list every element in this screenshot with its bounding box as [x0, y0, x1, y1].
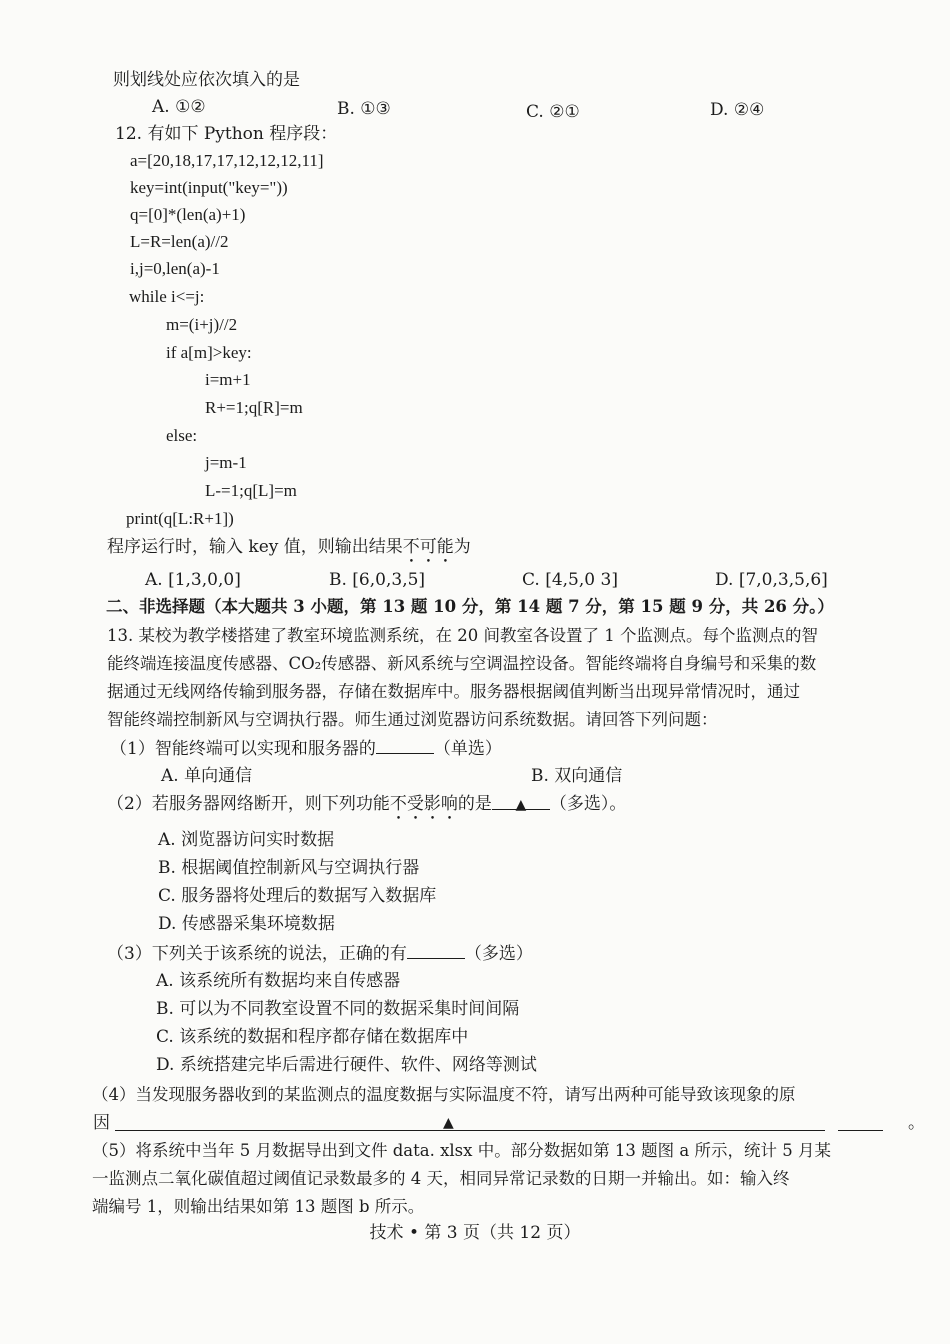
q11-option-a: A. ①②: [152, 97, 206, 117]
q13-p4-line2-a: 因: [93, 1113, 110, 1133]
code-line: key=int(input("key=")): [130, 178, 288, 197]
q13-intro-line: 13. 某校为教学楼搭建了教室环境监测系统，在 20 间教室各设置了 1 个监测点。每个监测点的智: [107, 626, 818, 645]
q12-option-b: B. [6,0,3,5]: [329, 570, 426, 590]
section-heading: 二、非选择题（本大题共 3 小题，第 13 题 10 分，第 14 题 7 分，第 15 题 9 分，共 26 分。）: [106, 597, 834, 616]
answer-blank[interactable]: [492, 793, 550, 813]
q12-prompt-emphasis: 不可能: [402, 537, 454, 557]
q11-option-c: C. ②①: [526, 102, 580, 122]
q13-p2-option: C. 服务器将处理后的数据写入数据库: [158, 886, 437, 906]
code-line: q=[0]*(len(a)+1): [130, 205, 246, 224]
q13-p3-option: B. 可以为不同教室设置不同的数据采集时间间隔: [156, 999, 520, 1019]
q12-prompt-c: 为: [453, 537, 471, 557]
q13-p2-option: D. 传感器采集环境数据: [158, 914, 335, 934]
q13-p5-line: （5）将系统中当年 5 月数据导出到文件 data. xlsx 中。部分数据如第 13 题图 a 所示，统计 5 月某: [92, 1141, 831, 1160]
q13-p4-line1: （4）当发现服务器收到的某监测点的温度数据与实际温度不符，请写出两种可能导致该现象的原: [92, 1085, 796, 1104]
q13-p2-stem-a: （2）若服务器网络断开，则下列功能: [107, 794, 390, 814]
q13-p2-stem-b: 的是: [457, 794, 492, 814]
q13-intro-line: 据通过无线网络传输到服务器，存储在数据库中。服务器根据阈值判断当出现异常情况时，通过: [107, 682, 800, 701]
q13-p3-option: A. 该系统所有数据均来自传感器: [156, 971, 401, 991]
answer-blank[interactable]: [407, 942, 465, 959]
code-line: R+=1;q[R]=m: [205, 398, 303, 417]
q12-option-a: A. [1,3,0,0]: [145, 570, 241, 590]
q13-p2-emphasis: 不受影响: [389, 794, 458, 814]
q12-title: 12. 有如下 Python 程序段：: [115, 124, 338, 144]
code-line: m=(i+j)//2: [166, 315, 238, 334]
q13-intro-line: 能终端连接温度传感器、CO₂传感器、新风系统与空调温控设备。智能终端将自身编号和采集的数: [107, 654, 817, 673]
q13-p1-stem-a: （1）智能终端可以实现和服务器的: [110, 739, 376, 759]
q13-p2-stem: [107, 793, 626, 824]
q13-p1-option-a: A. 单向通信: [161, 766, 253, 786]
answer-line[interactable]: [838, 1130, 883, 1131]
q11-lead: 则划线处应依次填入的是: [113, 70, 300, 90]
answer-marker-icon: ▲: [443, 1115, 454, 1131]
code-line: L-=1;q[L]=m: [205, 481, 297, 500]
code-line: while i<=j:: [129, 287, 205, 306]
q13-p4-line2: [93, 1112, 933, 1134]
code-line: j=m-1: [205, 453, 247, 472]
q13-p3-option: D. 系统搭建完毕后需进行硬件、软件、网络等测试: [156, 1055, 537, 1075]
q13-p5-line: 一监测点二氧化碳值超过阈值记录数最多的 4 天，相同异常记录数的日期一并输出。如：输入终: [92, 1169, 790, 1188]
q12-prompt-a: 程序运行时，输入 key 值，则输出结果: [107, 537, 403, 557]
answer-marker-icon: ▲: [515, 797, 527, 813]
q13-p2-option: B. 根据阈值控制新风与空调执行器: [158, 858, 420, 878]
q12-option-d: D. [7,0,3,5,6]: [715, 570, 828, 590]
q13-p3-stem: [107, 942, 533, 965]
q13-intro-line: 智能终端控制新风与空调执行器。师生通过浏览器访问系统数据。请回答下列问题：: [107, 710, 718, 729]
code-line: i=m+1: [205, 370, 251, 389]
q13-p2-option: A. 浏览器访问实时数据: [158, 830, 335, 850]
answer-blank[interactable]: [376, 737, 434, 754]
code-line: L=R=len(a)//2: [130, 232, 229, 251]
code-line: a=[20,18,17,17,12,12,12,11]: [130, 151, 324, 170]
code-line: print(q[L:R+1]): [126, 509, 234, 528]
q13-p3-option: C. 该系统的数据和程序都存储在数据库中: [156, 1027, 469, 1047]
q11-option-d: D. ②④: [710, 100, 765, 120]
q13-p5-line: 端编号 1，则输出结果如第 13 题图 b 所示。: [92, 1197, 425, 1216]
q12-option-c: C. [4,5,0 3]: [522, 570, 618, 590]
code-line: if a[m]>key:: [166, 343, 252, 362]
q13-p3-stem-b: （多选）: [464, 944, 533, 964]
q13-p1-option-b: B. 双向通信: [531, 766, 623, 786]
q13-p1-stem-b: （单选）: [433, 739, 502, 759]
q13-p1-stem: [110, 737, 502, 760]
q13-p2-stem-c: （多选）。: [549, 794, 627, 814]
q13-p3-stem-a: （3）下列关于该系统的说法，正确的有: [107, 944, 407, 964]
code-line: else:: [166, 426, 198, 445]
answer-line[interactable]: [115, 1130, 825, 1131]
q11-option-b: B. ①③: [337, 99, 391, 119]
q12-prompt: [107, 536, 471, 567]
code-line: i,j=0,len(a)-1: [130, 259, 220, 278]
q13-p4-line2-b: 。: [908, 1113, 925, 1133]
page-footer: 技术 • 第 3 页（共 12 页）: [369, 1223, 581, 1243]
